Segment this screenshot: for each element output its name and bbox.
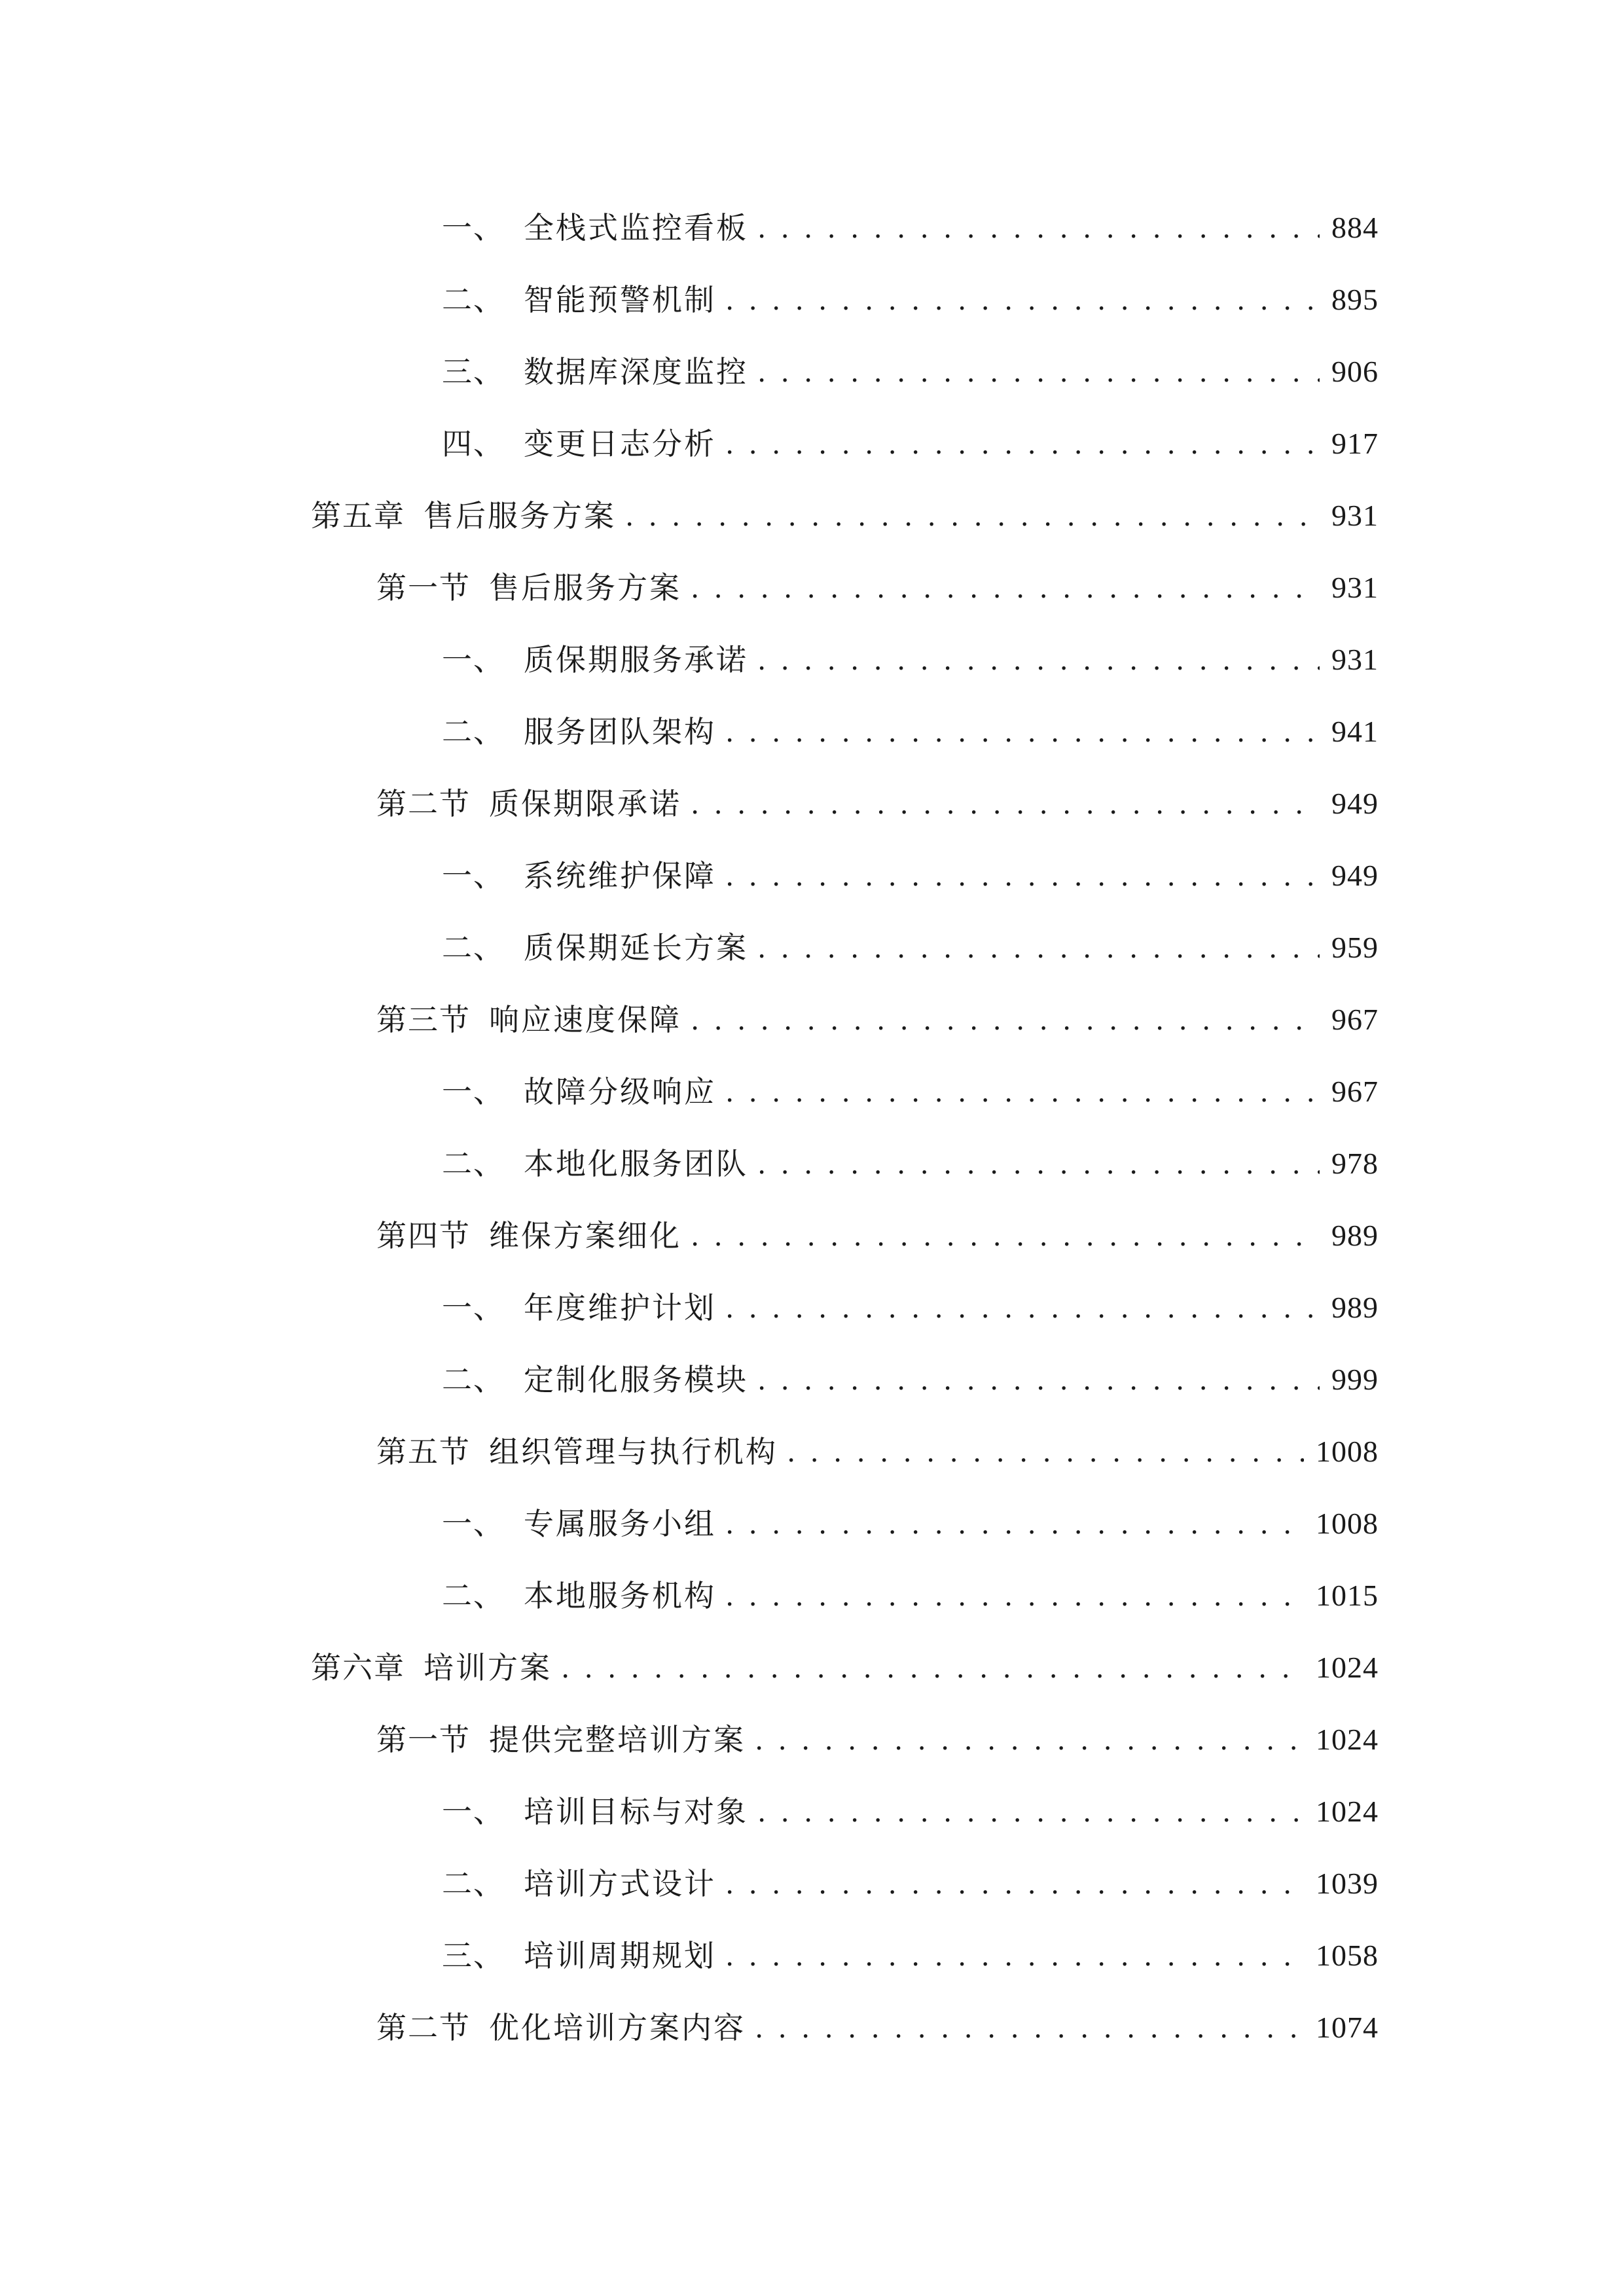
toc-entry-prefix: 二、 <box>442 930 505 965</box>
toc-entry-section[interactable] <box>376 1713 1379 1766</box>
toc-entry-prefix: 二、 <box>442 714 505 749</box>
toc-entry-page: 999 <box>1331 1363 1379 1396</box>
toc-entry-title: 质保期限承诺 <box>489 786 681 821</box>
toc-entry-page: 1024 <box>1316 1723 1379 1756</box>
toc-entry[interactable] <box>442 922 1379 974</box>
toc-entry-section[interactable] <box>376 1210 1379 1262</box>
toc-entry-page: 1058 <box>1316 1939 1379 1972</box>
toc-entry[interactable] <box>442 202 1379 254</box>
toc-entry[interactable] <box>442 418 1379 470</box>
dot-leader <box>757 1785 1304 1838</box>
toc-entry-title: 培训目标与对象 <box>524 1794 748 1829</box>
toc-entry-title: 优化培训方案内容 <box>489 2010 746 2045</box>
dot-leader <box>691 994 1320 1046</box>
toc-entry-chapter[interactable] <box>311 1641 1379 1694</box>
toc-entry-page: 967 <box>1331 1075 1379 1108</box>
toc-entry-section[interactable] <box>376 562 1379 614</box>
toc-entry-title: 售后服务方案 <box>424 498 616 533</box>
toc-entry[interactable] <box>442 1138 1379 1190</box>
dot-leader <box>757 346 1320 398</box>
toc-entry-prefix: 一、 <box>442 1290 505 1325</box>
toc-entry-page: 1074 <box>1316 2011 1379 2044</box>
toc-entry[interactable] <box>442 1066 1379 1118</box>
toc-entry-prefix: 四、 <box>442 426 505 461</box>
toc-entry[interactable] <box>442 274 1379 326</box>
dot-leader <box>725 1498 1304 1550</box>
dot-leader <box>725 1066 1320 1118</box>
toc-entry-page: 1024 <box>1316 1651 1379 1684</box>
dot-leader <box>725 274 1320 326</box>
toc-entry-title: 本地化服务团队 <box>524 1146 748 1181</box>
toc-entry-title: 本地服务机构 <box>524 1578 716 1613</box>
toc-entry-page: 884 <box>1331 211 1379 244</box>
toc-entry-page: 931 <box>1331 643 1379 676</box>
dot-leader <box>625 490 1320 542</box>
toc-entry[interactable] <box>442 1354 1379 1406</box>
toc-entry-title: 组织管理与执行机构 <box>489 1434 778 1469</box>
toc-entry-title: 故障分级响应 <box>524 1074 716 1109</box>
toc-entry-page: 1015 <box>1316 1579 1379 1612</box>
toc-entry-title: 质保期服务承诺 <box>524 642 748 677</box>
dot-leader <box>755 1713 1304 1766</box>
dot-leader <box>757 634 1320 686</box>
toc-entry-title: 数据库深度监控 <box>524 354 748 389</box>
toc-entry-prefix: 第六章 <box>311 1650 405 1685</box>
toc-entry-page: 941 <box>1331 715 1379 748</box>
toc-entry-title: 培训方式设计 <box>524 1866 716 1901</box>
toc-entry-prefix: 一、 <box>442 642 505 677</box>
toc-entry-title: 系统维护保障 <box>524 858 716 893</box>
toc-entry[interactable] <box>442 1929 1379 1982</box>
toc-entry-title: 维保方案细化 <box>489 1218 681 1253</box>
toc-entry[interactable] <box>442 346 1379 398</box>
toc-entry-page: 1024 <box>1316 1795 1379 1828</box>
toc-entry-title: 变更日志分析 <box>524 426 716 461</box>
toc-entry[interactable] <box>442 1498 1379 1550</box>
dot-leader <box>691 778 1320 830</box>
dot-leader <box>787 1426 1304 1478</box>
toc-entry-section[interactable] <box>376 778 1379 830</box>
toc-entry-page: 917 <box>1331 427 1379 460</box>
dot-leader <box>725 706 1320 758</box>
dot-leader <box>757 922 1320 974</box>
toc-entry-title: 全栈式监控看板 <box>524 210 748 245</box>
toc-entry-page: 895 <box>1331 283 1379 316</box>
toc-entry-prefix: 二、 <box>442 1866 505 1901</box>
toc-entry-title: 年度维护计划 <box>524 1290 716 1325</box>
toc-entry[interactable] <box>442 850 1379 902</box>
toc-entry-title: 响应速度保障 <box>489 1002 681 1037</box>
toc-entry[interactable] <box>442 706 1379 758</box>
toc-entry[interactable] <box>442 1282 1379 1334</box>
toc-entry-title: 质保期延长方案 <box>524 930 748 965</box>
toc-entry-prefix: 第五章 <box>311 498 405 533</box>
toc-entry-prefix: 第一节 <box>376 1722 471 1757</box>
dot-leader <box>757 1138 1320 1190</box>
dot-leader <box>757 1354 1320 1406</box>
toc-entry-prefix: 第四节 <box>376 1218 471 1253</box>
toc-entry-prefix: 第二节 <box>376 2010 471 2045</box>
toc-entry-prefix: 一、 <box>442 210 505 245</box>
toc-entry[interactable] <box>442 634 1379 686</box>
toc-entry-section[interactable] <box>376 994 1379 1046</box>
toc-entry-title: 培训周期规划 <box>524 1938 716 1973</box>
toc-entry-page: 931 <box>1331 571 1379 604</box>
toc-entry-page: 1008 <box>1316 1435 1379 1468</box>
toc-entry-prefix: 一、 <box>442 1074 505 1109</box>
toc-entry-title: 售后服务方案 <box>489 570 681 605</box>
toc-entry-prefix: 第三节 <box>376 1002 471 1037</box>
toc-entry-title: 专属服务小组 <box>524 1506 716 1541</box>
dot-leader <box>725 418 1320 470</box>
toc-entry-section[interactable] <box>376 1426 1379 1478</box>
toc-entry-page: 959 <box>1331 931 1379 964</box>
toc-entry-page: 1008 <box>1316 1507 1379 1540</box>
toc-entry-prefix: 第二节 <box>376 786 471 821</box>
toc-entry[interactable] <box>442 1570 1379 1622</box>
toc-entry-title: 培训方案 <box>424 1650 552 1685</box>
toc-entry-prefix: 一、 <box>442 1794 505 1829</box>
toc-entry-title: 提供完整培训方案 <box>489 1722 746 1757</box>
toc-entry-page: 931 <box>1331 499 1379 532</box>
toc-entry-page: 949 <box>1331 787 1379 820</box>
toc-entry-page: 978 <box>1331 1147 1379 1180</box>
toc-entry-page: 989 <box>1331 1291 1379 1324</box>
toc-entry-prefix: 二、 <box>442 282 505 317</box>
toc-entry[interactable] <box>442 1857 1379 1910</box>
toc-entry-title: 智能预警机制 <box>524 282 716 317</box>
dot-leader <box>725 1570 1304 1622</box>
toc-entry-prefix: 第五节 <box>376 1434 471 1469</box>
toc-entry-prefix: 二、 <box>442 1146 505 1181</box>
toc-entry-chapter[interactable] <box>311 490 1379 542</box>
dot-leader <box>561 1641 1304 1694</box>
toc-entry-page: 967 <box>1331 1003 1379 1036</box>
dot-leader <box>755 2001 1304 2054</box>
toc-entry-prefix: 第一节 <box>376 570 471 605</box>
dot-leader <box>725 1857 1304 1910</box>
toc-entry-prefix: 三、 <box>442 354 505 389</box>
dot-leader <box>725 1929 1304 1982</box>
toc-entry-page: 906 <box>1331 355 1379 388</box>
toc-entry[interactable] <box>442 1785 1379 1838</box>
toc-entry-title: 服务团队架构 <box>524 714 716 749</box>
dot-leader <box>691 1210 1320 1262</box>
toc-entry-prefix: 一、 <box>442 1506 505 1541</box>
dot-leader <box>725 850 1320 902</box>
toc-entry-page: 949 <box>1331 859 1379 892</box>
dot-leader <box>691 562 1320 614</box>
dot-leader <box>757 202 1320 254</box>
toc-entry-page: 989 <box>1331 1219 1379 1252</box>
toc-entry-prefix: 二、 <box>442 1362 505 1397</box>
toc-entry-section[interactable] <box>376 2001 1379 2054</box>
toc-entry-page: 1039 <box>1316 1867 1379 1900</box>
toc-entry-prefix: 二、 <box>442 1578 505 1613</box>
toc-entry-prefix: 一、 <box>442 858 505 893</box>
toc-entry-title: 定制化服务模块 <box>524 1362 748 1397</box>
dot-leader <box>725 1282 1320 1334</box>
toc-entry-prefix: 三、 <box>442 1938 505 1973</box>
